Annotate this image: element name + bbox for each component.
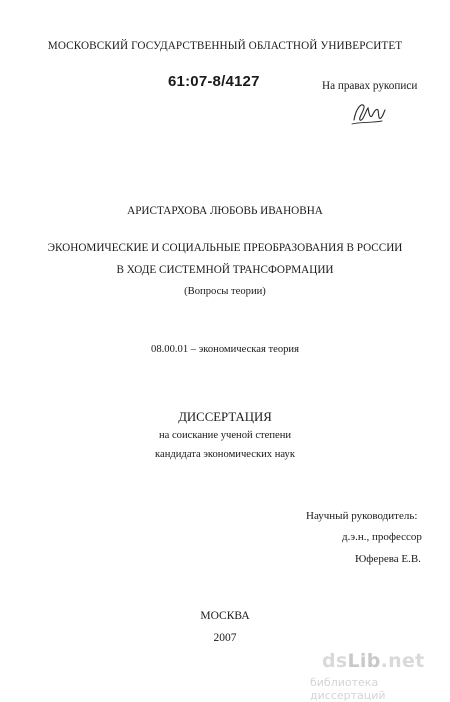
degree-line-2: кандидата экономических наук (155, 449, 295, 460)
thesis-subtitle: (Вопросы теории) (184, 286, 266, 297)
year: 2007 (213, 632, 237, 644)
dslib-logo (322, 650, 425, 672)
logo-prefix: ds (322, 650, 348, 672)
thesis-title-line-2: В ХОДЕ СИСТЕМНОЙ ТРАНСФОРМАЦИИ (116, 264, 334, 276)
thesis-title-line-1: ЭКОНОМИЧЕСКИЕ И СОЦИАЛЬНЫЕ ПРЕОБРАЗОВАНИЯ В РОССИИ (47, 242, 403, 254)
supervisor-degree: д.э.н., профессор (342, 531, 422, 543)
logo-mid: Lib (347, 650, 381, 672)
manuscript-rights-note: На правах рукописи (322, 80, 418, 92)
author-name: АРИСТАРХОВА ЛЮБОВЬ ИВАНОВНА (127, 205, 323, 217)
logo-suffix: .net (380, 650, 425, 672)
dissertation-heading: ДИССЕРТАЦИЯ (178, 410, 272, 424)
supervisor-name: Юферева Е.В. (355, 553, 421, 565)
dslib-watermark[interactable] (300, 650, 448, 702)
city: МОСКВА (200, 610, 250, 622)
degree-line-1: на соискание ученой степени (158, 430, 292, 441)
university-name: МОСКОВСКИЙ ГОСУДАРСТВЕННЫЙ ОБЛАСТНОЙ УНИВЕРСИТЕТ (47, 40, 403, 52)
specialty-code: 08.00.01 – экономическая теория (151, 344, 299, 355)
document-code: 61:07-8/4127 (168, 73, 260, 90)
handwritten-signature (348, 98, 388, 128)
watermark-tagline: библиотека диссертаций (310, 676, 386, 702)
supervisor-label: Научный руководитель: (306, 510, 418, 522)
